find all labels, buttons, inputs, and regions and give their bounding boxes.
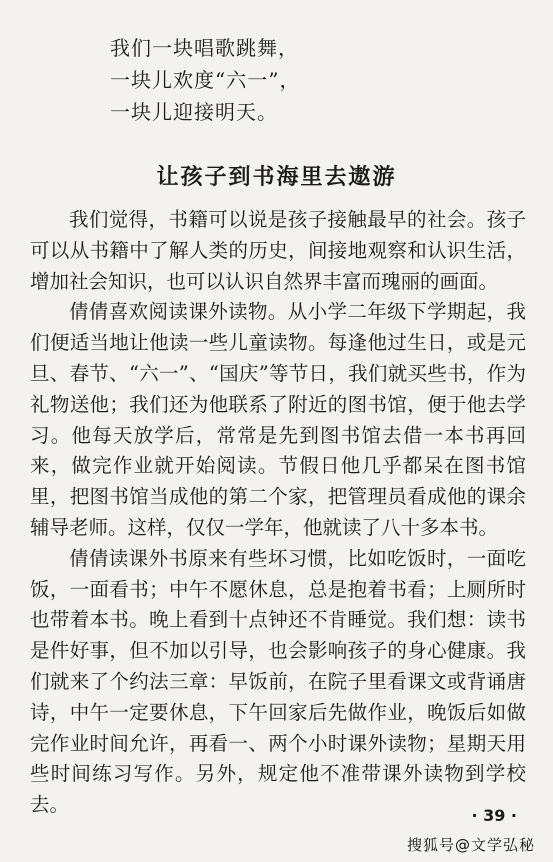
paragraph: 倩倩喜欢阅读课外读物。从小学二年级下学期起，我们便适当地让他读一些儿童读物。每逢他过生日，或是元旦、春节、“六一”、“国庆”等节日，我们就买些书，作为礼物送他；我们还为他联系了附近的图书馆，便于他去学习。他每天放学后，常常是先到图书馆去借一本书再回来，做完作业就开始阅读。节假日他几乎都呆在图书馆里，把图书馆当成他的第二个家，把管理员看成他的课余辅导老师。这样，仅仅一学年，他就读了八十多本书。	[30, 300, 526, 539]
paragraph: 倩倩读课外书原来有些坏习惯，比如吃饭时，一面吃饭，一面看书；中午不愿休息，总是抱着书看；上厕所时也带着本书。晚上看到十点钟还不肯睡觉。我们想：读书是件好事，但不加以引导，也会影响孩子的身心健康。我们就来了个约法三章：早饭前，在院子里看课文或背诵唐诗，中午一定要休息，下午回家后先做作业，晚饭后如做完作业时间允许，再看一、两个小时课外读物；星期天用些时间练习写作。另外，规定他不准带课外读物到学校去。	[30, 546, 526, 817]
paragraph: 我们觉得，书籍可以说是孩子接触最早的社会。孩子可以从书籍中了解人类的历史，间接地观察和认识生活，增加社会知识，也可以认识自然界丰富而瑰丽的画面。	[30, 208, 526, 293]
article-title: 让孩子到书海里去遨游	[156, 165, 397, 190]
watermark-text: 搜狐号@文学弘秘	[406, 836, 535, 854]
poem-line: 我们一块唱歌跳舞，	[110, 36, 299, 60]
poem-verse	[110, 32, 300, 128]
article-body	[30, 205, 526, 821]
page-number: · 39 ·	[471, 806, 517, 825]
poem-line: 一块儿欢度“六一”，	[110, 68, 301, 92]
poem-line: 一块儿迎接明天。	[110, 100, 278, 124]
